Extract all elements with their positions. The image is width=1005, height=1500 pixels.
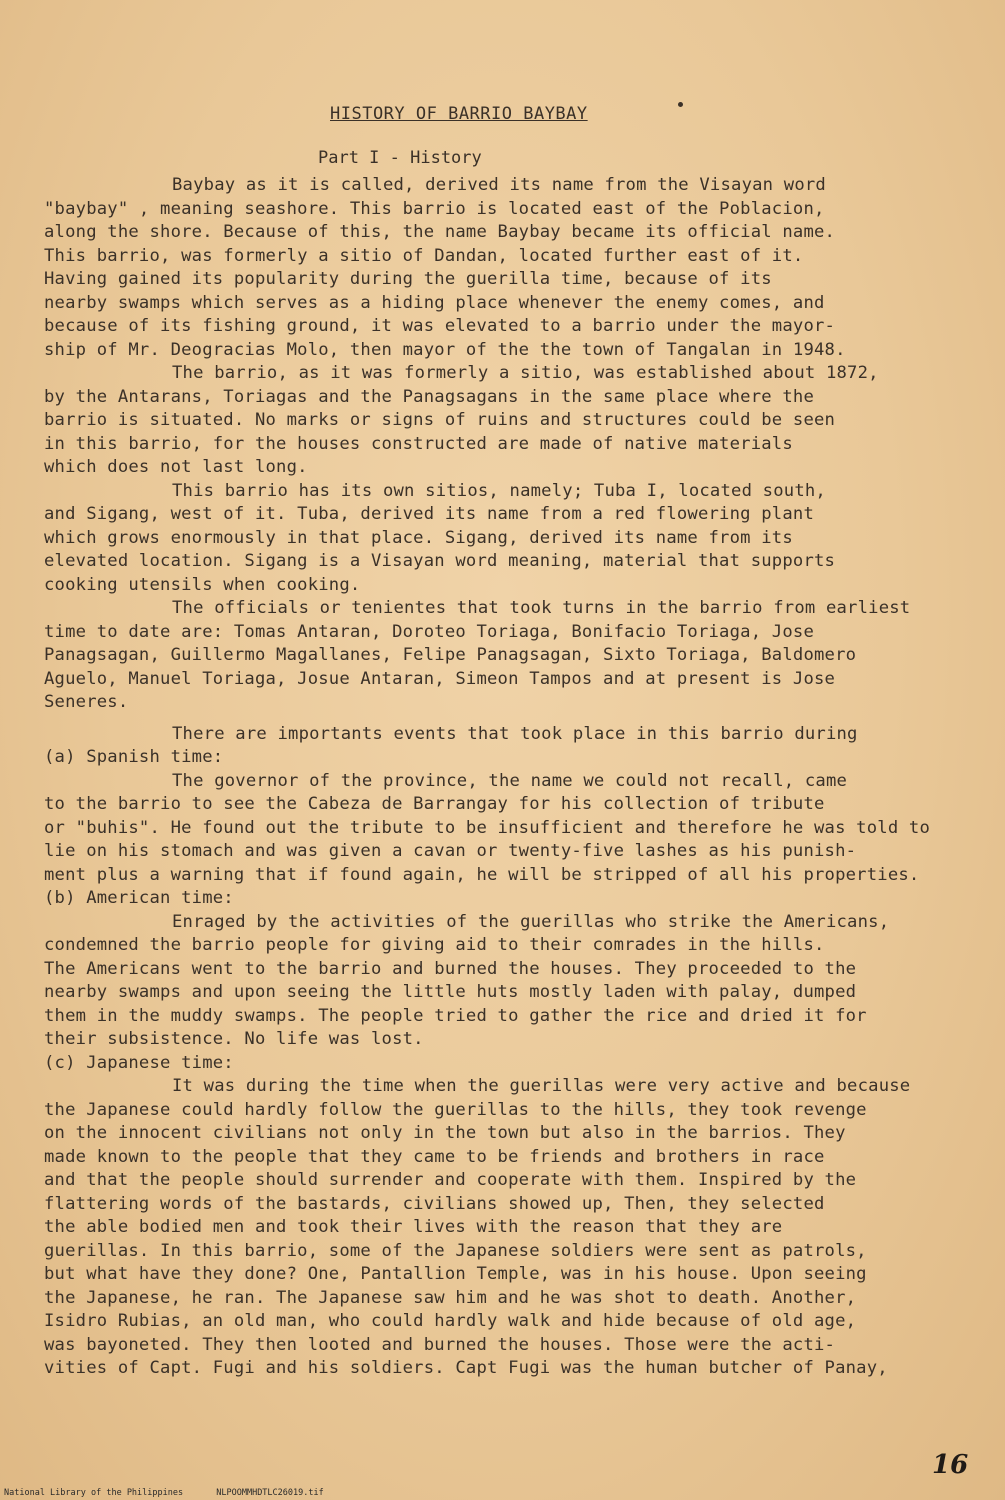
- text-line: nearby swamps and upon seeing the little huts mostly laden with palay, dumped: [44, 982, 857, 1002]
- text-line: was bayoneted. They then looted and burned the houses. Those were the acti-: [44, 1334, 836, 1355]
- text-line: condemned the barrio people for giving aid to their comrades in the hills.: [44, 935, 825, 955]
- text-line: because of its fishing ground, it was elevated to a barrio under the mayor-: [44, 316, 836, 336]
- text-line: (a) Spanish time:: [44, 747, 224, 767]
- text-line: in this barrio, for the houses constructed are made of native materials: [44, 433, 793, 454]
- text-line: by the Antarans, Toriagas and the Panagsagans in the same place where the: [44, 386, 814, 407]
- text-line: It was during the time when the guerillas were very active and because: [172, 1076, 911, 1096]
- text-line: (c) Japanese time:: [44, 1052, 234, 1073]
- text-line: the Japanese, he ran. The Japanese saw him and he was shot to death. Another,: [44, 1287, 857, 1308]
- part-heading: Part I - History: [318, 148, 482, 168]
- document-title: HISTORY OF BARRIO BAYBAY: [330, 104, 588, 124]
- text-line: Having gained its popularity during the guerilla time, because of its: [44, 269, 772, 289]
- text-line: flattering words of the bastards, civilians showed up, Then, they selected: [44, 1193, 825, 1214]
- text-line: or "buhis". He found out the tribute to be insufficient and therefore he was told to: [44, 817, 931, 838]
- text-line: The Americans went to the barrio and burned the houses. They proceeded to the: [44, 958, 857, 979]
- text-line: The barrio, as it was formerly a sitio, was established about 1872,: [172, 363, 879, 383]
- text-line: guerillas. In this barrio, some of the Japanese soldiers were sent as patrols,: [44, 1240, 867, 1261]
- file-id: NLPOOMMHDTLC26019.tif: [216, 1488, 324, 1498]
- text-line: ship of Mr. Deogracias Molo, then mayor of the the town of Tangalan in 1948.: [44, 339, 846, 360]
- text-line: lie on his stomach and was given a cavan or twenty-five lashes as his punish-: [44, 841, 857, 861]
- text-line: on the innocent civilians not only in the town but also in the barrios. They: [44, 1123, 846, 1143]
- text-line: made known to the people that they came to be friends and brothers in race: [44, 1146, 825, 1167]
- text-line: nearby swamps which serves as a hiding place whenever the enemy comes, and: [44, 292, 825, 313]
- text-line: Aguelo, Manuel Toriaga, Josue Antaran, Simeon Tampos and at present is Jose: [44, 668, 836, 689]
- text-line: This barrio has its own sitios, namely; Tuba I, located south,: [172, 480, 826, 501]
- document-body: [44, 174, 984, 1381]
- text-line: The officials or tenientes that took turns in the barrio from earliest: [172, 598, 911, 618]
- library-label: National Library of the Philippines: [4, 1488, 184, 1498]
- text-line: ment plus a warning that if found again, he will be stripped of all his properties.: [44, 864, 920, 885]
- text-line: This barrio, was formerly a sitio of Dandan, located further east of it.: [44, 245, 804, 266]
- text-line: elevated location. Sigang is a Visayan word meaning, material that supports: [44, 551, 836, 571]
- text-line: The governor of the province, the name we could not recall, came: [172, 770, 848, 791]
- text-line: time to date are: Tomas Antaran, Doroteo Toriaga, Bonifacio Toriaga, Jose: [44, 621, 814, 642]
- text-line: to the barrio to see the Cabeza de Barrangay for his collection of tribute: [44, 794, 825, 814]
- text-line: and that the people should surrender and cooperate with them. Inspired by the: [44, 1170, 857, 1190]
- text-line: Baybay as it is called, derived its name from the Visayan word: [172, 175, 826, 195]
- text-line: and Sigang, west of it. Tuba, derived its name from a red flowering plant: [44, 504, 814, 524]
- text-line: barrio is situated. No marks or signs of ruins and structures could be seen: [44, 410, 836, 430]
- paragraph-gap: [44, 715, 984, 723]
- text-line: There are importants events that took place in this barrio during: [172, 723, 858, 744]
- text-line: Enraged by the activities of the guerillas who strike the Americans,: [172, 911, 890, 932]
- text-line: Seneres.: [44, 692, 129, 712]
- text-line: along the shore. Because of this, the name Baybay became its official name.: [44, 222, 836, 242]
- text-line: but what have they done? One, Pantallion Temple, was in his house. Upon seeing: [44, 1264, 867, 1284]
- text-line: vities of Capt. Fugi and his soldiers. Capt Fugi was the human butcher of Panay,: [44, 1358, 888, 1378]
- text-line: them in the muddy swamps. The people tried to gather the rice and dried it for: [44, 1005, 867, 1026]
- text-line: which does not last long.: [44, 457, 308, 477]
- scan-footer: [4, 1488, 352, 1498]
- text-line: Isidro Rubias, an old man, who could hardly walk and hide because of old age,: [44, 1311, 857, 1331]
- text-line: cooking utensils when cooking.: [44, 574, 361, 595]
- text-line: Panagsagan, Guillermo Magallanes, Felipe Panagsagan, Sixto Toriaga, Baldomero: [44, 645, 857, 665]
- text-line: (b) American time:: [44, 888, 234, 908]
- text-line: the able bodied men and took their lives with the reason that they are: [44, 1217, 783, 1237]
- ink-dot: [678, 102, 683, 107]
- text-line: "baybay" , meaning seashore. This barrio is located east of the Poblacion,: [44, 198, 825, 219]
- text-line: which grows enormously in that place. Sigang, derived its name from its: [44, 527, 793, 548]
- text-line: their subsistence. No life was lost.: [44, 1029, 424, 1049]
- text-line: the Japanese could hardly follow the guerillas to the hills, they took revenge: [44, 1099, 867, 1120]
- page-number: 16: [932, 1450, 969, 1480]
